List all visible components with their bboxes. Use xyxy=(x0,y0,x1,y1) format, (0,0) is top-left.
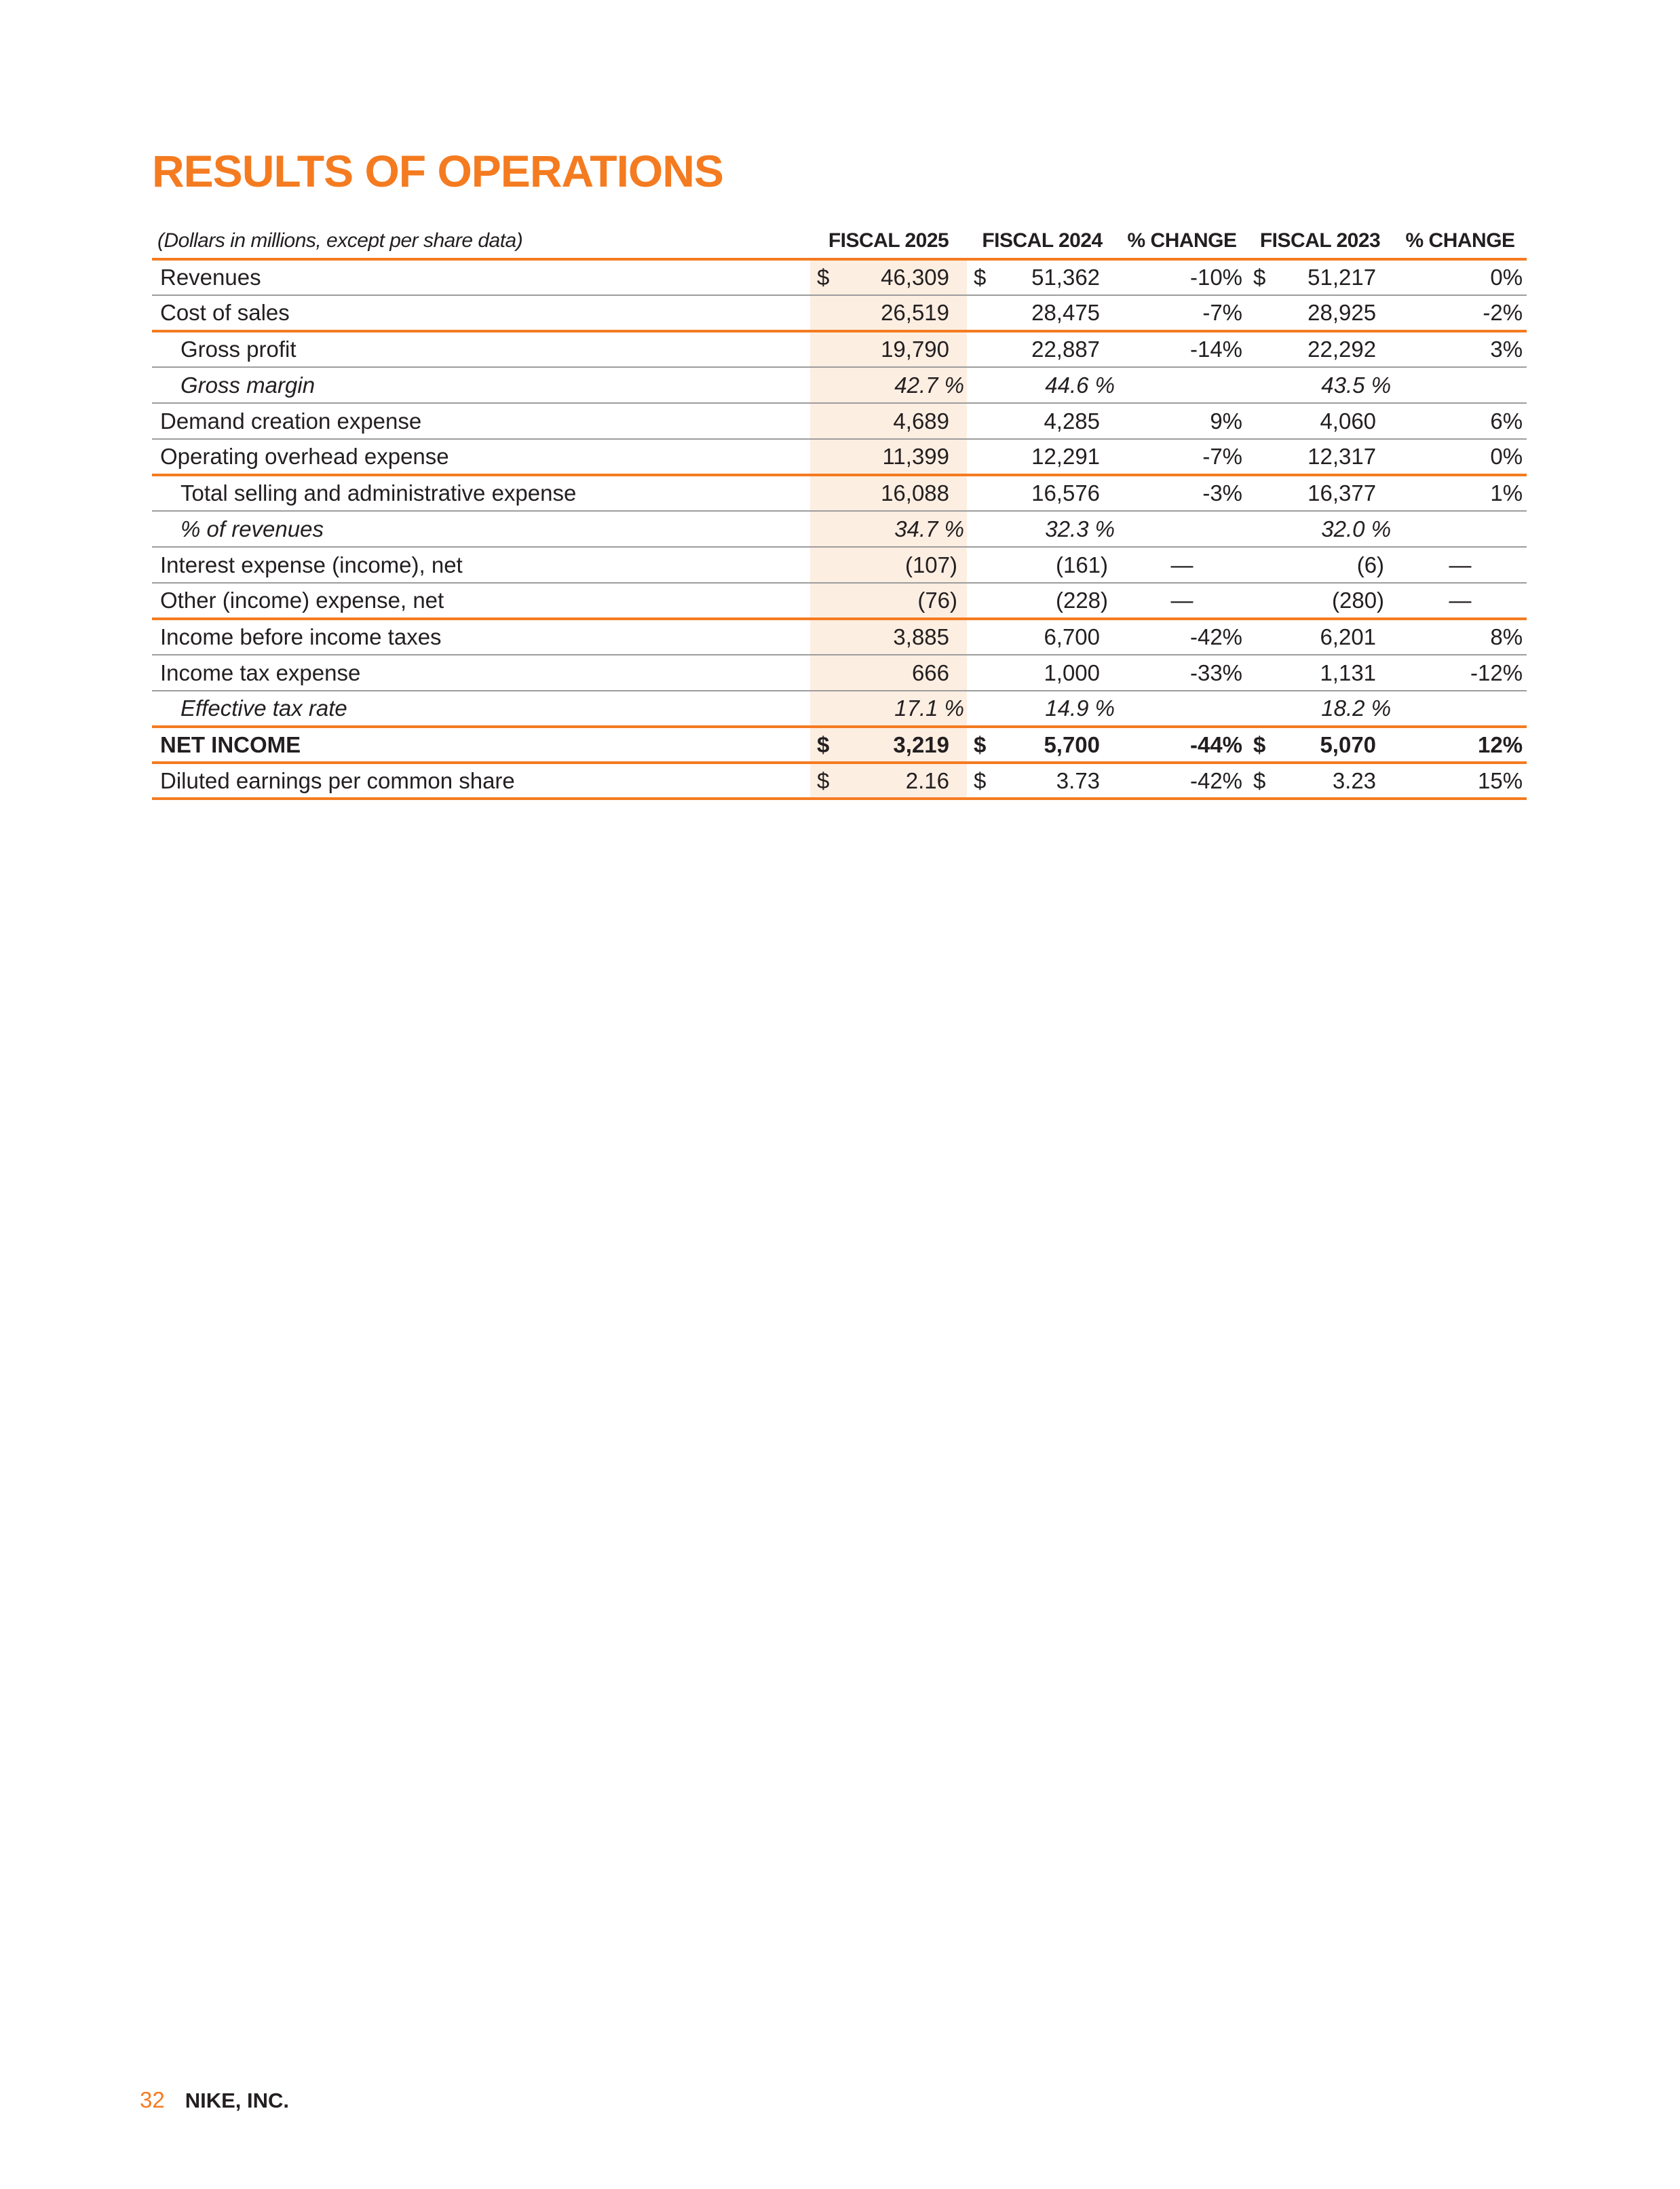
dollar-sign xyxy=(1246,691,1276,727)
dollar-sign xyxy=(810,367,840,403)
dollar-sign xyxy=(1246,439,1276,475)
fiscal-2023-value: 51,217 xyxy=(1276,259,1394,295)
row-label: Operating overhead expense xyxy=(152,439,810,475)
fiscal-2025-value: (76) xyxy=(840,583,967,619)
table-caption: (Dollars in millions, except per share data) xyxy=(152,224,810,259)
fiscal-2023-value: 18.2 % xyxy=(1276,691,1394,727)
change-2025-vs-2024: — xyxy=(1118,583,1246,619)
dollar-sign xyxy=(967,475,994,511)
fiscal-2024-value: 44.6 % xyxy=(994,367,1118,403)
fiscal-2023-value: 16,377 xyxy=(1276,475,1394,511)
column-header-change-2024-vs-2023: % CHANGE xyxy=(1394,224,1527,259)
fiscal-2024-value: 16,576 xyxy=(994,475,1118,511)
change-2025-vs-2024 xyxy=(1118,511,1246,547)
table-row xyxy=(152,547,1527,583)
change-2024-vs-2023: 1% xyxy=(1394,475,1527,511)
table-row xyxy=(152,331,1527,367)
change-2025-vs-2024: -10% xyxy=(1118,259,1246,295)
fiscal-2025-value: 11,399 xyxy=(840,439,967,475)
change-2024-vs-2023: 0% xyxy=(1394,439,1527,475)
change-2024-vs-2023: -12% xyxy=(1394,655,1527,691)
dollar-sign: $ xyxy=(1246,727,1276,763)
fiscal-2024-value: 4,285 xyxy=(994,403,1118,439)
fiscal-2023-value: (6) xyxy=(1276,547,1394,583)
dollar-sign xyxy=(967,403,994,439)
fiscal-2023-value: 22,292 xyxy=(1276,331,1394,367)
table-row xyxy=(152,367,1527,403)
fiscal-2023-value: 3.23 xyxy=(1276,763,1394,799)
table-header-row xyxy=(152,224,1527,259)
row-label: Interest expense (income), net xyxy=(152,547,810,583)
table-row xyxy=(152,691,1527,727)
fiscal-2024-value: 1,000 xyxy=(994,655,1118,691)
dollar-sign xyxy=(1246,655,1276,691)
dollar-sign xyxy=(810,655,840,691)
fiscal-2025-value: 42.7 % xyxy=(840,367,967,403)
fiscal-2023-value: 28,925 xyxy=(1276,295,1394,331)
table-row xyxy=(152,763,1527,799)
table-row xyxy=(152,583,1527,619)
change-2024-vs-2023: 0% xyxy=(1394,259,1527,295)
change-2025-vs-2024: — xyxy=(1118,547,1246,583)
company-name: NIKE, INC. xyxy=(185,2089,290,2112)
fiscal-2023-value: 43.5 % xyxy=(1276,367,1394,403)
row-label: % of revenues xyxy=(152,511,810,547)
dollar-sign: $ xyxy=(810,727,840,763)
dollar-sign: $ xyxy=(1246,763,1276,799)
fiscal-2024-value: (228) xyxy=(994,583,1118,619)
dollar-sign: $ xyxy=(967,259,994,295)
dollar-sign: $ xyxy=(810,259,840,295)
dollar-sign xyxy=(1246,295,1276,331)
row-label: Effective tax rate xyxy=(152,691,810,727)
row-label: Revenues xyxy=(152,259,810,295)
row-label: Demand creation expense xyxy=(152,403,810,439)
row-label: Income before income taxes xyxy=(152,619,810,655)
column-header-fiscal-2024: FISCAL 2024 xyxy=(967,224,1118,259)
change-2024-vs-2023: — xyxy=(1394,583,1527,619)
dollar-sign xyxy=(810,331,840,367)
column-header-fiscal-2023: FISCAL 2023 xyxy=(1246,224,1394,259)
row-label: Gross margin xyxy=(152,367,810,403)
row-label: Total selling and administrative expense xyxy=(152,475,810,511)
fiscal-2025-value: 16,088 xyxy=(840,475,967,511)
fiscal-2025-value: 2.16 xyxy=(840,763,967,799)
fiscal-2024-value: 22,887 xyxy=(994,331,1118,367)
dollar-sign xyxy=(1246,367,1276,403)
dollar-sign xyxy=(967,655,994,691)
fiscal-2023-value: 1,131 xyxy=(1276,655,1394,691)
fiscal-2023-value: (280) xyxy=(1276,583,1394,619)
row-label: Income tax expense xyxy=(152,655,810,691)
dollar-sign xyxy=(1246,511,1276,547)
change-2025-vs-2024: -7% xyxy=(1118,439,1246,475)
change-2024-vs-2023 xyxy=(1394,691,1527,727)
row-label: Gross profit xyxy=(152,331,810,367)
row-label: Diluted earnings per common share xyxy=(152,763,810,799)
change-2025-vs-2024: -7% xyxy=(1118,295,1246,331)
fiscal-2023-value: 4,060 xyxy=(1276,403,1394,439)
table-row xyxy=(152,619,1527,655)
change-2025-vs-2024: 9% xyxy=(1118,403,1246,439)
dollar-sign xyxy=(810,583,840,619)
fiscal-2023-value: 32.0 % xyxy=(1276,511,1394,547)
fiscal-2024-value: 6,700 xyxy=(994,619,1118,655)
dollar-sign xyxy=(810,511,840,547)
change-2024-vs-2023: 3% xyxy=(1394,331,1527,367)
fiscal-2024-value: 32.3 % xyxy=(994,511,1118,547)
dollar-sign xyxy=(810,439,840,475)
fiscal-2023-value: 12,317 xyxy=(1276,439,1394,475)
table-row xyxy=(152,511,1527,547)
change-2025-vs-2024: -42% xyxy=(1118,763,1246,799)
fiscal-2025-value: 17.1 % xyxy=(840,691,967,727)
dollar-sign xyxy=(1246,547,1276,583)
table-row xyxy=(152,727,1527,763)
change-2025-vs-2024: -14% xyxy=(1118,331,1246,367)
table-row xyxy=(152,655,1527,691)
table-row xyxy=(152,439,1527,475)
dollar-sign xyxy=(967,439,994,475)
change-2024-vs-2023 xyxy=(1394,367,1527,403)
change-2025-vs-2024: -42% xyxy=(1118,619,1246,655)
fiscal-2025-value: 46,309 xyxy=(840,259,967,295)
dollar-sign: $ xyxy=(1246,259,1276,295)
column-header-fiscal-2025: FISCAL 2025 xyxy=(810,224,967,259)
fiscal-2025-value: 4,689 xyxy=(840,403,967,439)
change-2025-vs-2024: -33% xyxy=(1118,655,1246,691)
dollar-sign: $ xyxy=(967,763,994,799)
change-2024-vs-2023: — xyxy=(1394,547,1527,583)
fiscal-2025-value: (107) xyxy=(840,547,967,583)
change-2024-vs-2023: 6% xyxy=(1394,403,1527,439)
dollar-sign xyxy=(967,331,994,367)
table-row xyxy=(152,475,1527,511)
dollar-sign xyxy=(967,547,994,583)
page-footer xyxy=(140,2087,289,2113)
fiscal-2025-value: 666 xyxy=(840,655,967,691)
change-2025-vs-2024: -3% xyxy=(1118,475,1246,511)
page-number: 32 xyxy=(140,2087,165,2112)
change-2024-vs-2023 xyxy=(1394,511,1527,547)
column-header-change-2025-vs-2024: % CHANGE xyxy=(1118,224,1246,259)
results-of-operations-table xyxy=(152,224,1527,800)
change-2025-vs-2024 xyxy=(1118,367,1246,403)
dollar-sign xyxy=(967,367,994,403)
change-2024-vs-2023: 12% xyxy=(1394,727,1527,763)
fiscal-2025-value: 26,519 xyxy=(840,295,967,331)
dollar-sign xyxy=(810,547,840,583)
dollar-sign: $ xyxy=(967,727,994,763)
dollar-sign xyxy=(810,691,840,727)
dollar-sign xyxy=(810,295,840,331)
dollar-sign xyxy=(1246,331,1276,367)
dollar-sign xyxy=(967,295,994,331)
dollar-sign xyxy=(1246,583,1276,619)
dollar-sign xyxy=(810,619,840,655)
dollar-sign xyxy=(967,691,994,727)
dollar-sign xyxy=(967,511,994,547)
dollar-sign xyxy=(967,619,994,655)
fiscal-2025-value: 3,219 xyxy=(840,727,967,763)
fiscal-2024-value: (161) xyxy=(994,547,1118,583)
change-2024-vs-2023: -2% xyxy=(1394,295,1527,331)
dollar-sign xyxy=(1246,619,1276,655)
fiscal-2025-value: 19,790 xyxy=(840,331,967,367)
row-label: Other (income) expense, net xyxy=(152,583,810,619)
fiscal-2024-value: 12,291 xyxy=(994,439,1118,475)
dollar-sign xyxy=(810,403,840,439)
fiscal-2024-value: 51,362 xyxy=(994,259,1118,295)
change-2024-vs-2023: 8% xyxy=(1394,619,1527,655)
table-row xyxy=(152,403,1527,439)
fiscal-2023-value: 6,201 xyxy=(1276,619,1394,655)
dollar-sign xyxy=(1246,475,1276,511)
row-label: NET INCOME xyxy=(152,727,810,763)
fiscal-2024-value: 28,475 xyxy=(994,295,1118,331)
table-row xyxy=(152,259,1527,295)
fiscal-2025-value: 34.7 % xyxy=(840,511,967,547)
dollar-sign xyxy=(1246,403,1276,439)
row-label: Cost of sales xyxy=(152,295,810,331)
change-2025-vs-2024: -44% xyxy=(1118,727,1246,763)
fiscal-2024-value: 14.9 % xyxy=(994,691,1118,727)
fiscal-2023-value: 5,070 xyxy=(1276,727,1394,763)
fiscal-2024-value: 3.73 xyxy=(994,763,1118,799)
table-row xyxy=(152,295,1527,331)
page-title: RESULTS OF OPERATIONS xyxy=(152,146,723,196)
dollar-sign xyxy=(810,475,840,511)
change-2024-vs-2023: 15% xyxy=(1394,763,1527,799)
fiscal-2024-value: 5,700 xyxy=(994,727,1118,763)
fiscal-2025-value: 3,885 xyxy=(840,619,967,655)
change-2025-vs-2024 xyxy=(1118,691,1246,727)
dollar-sign: $ xyxy=(810,763,840,799)
dollar-sign xyxy=(967,583,994,619)
